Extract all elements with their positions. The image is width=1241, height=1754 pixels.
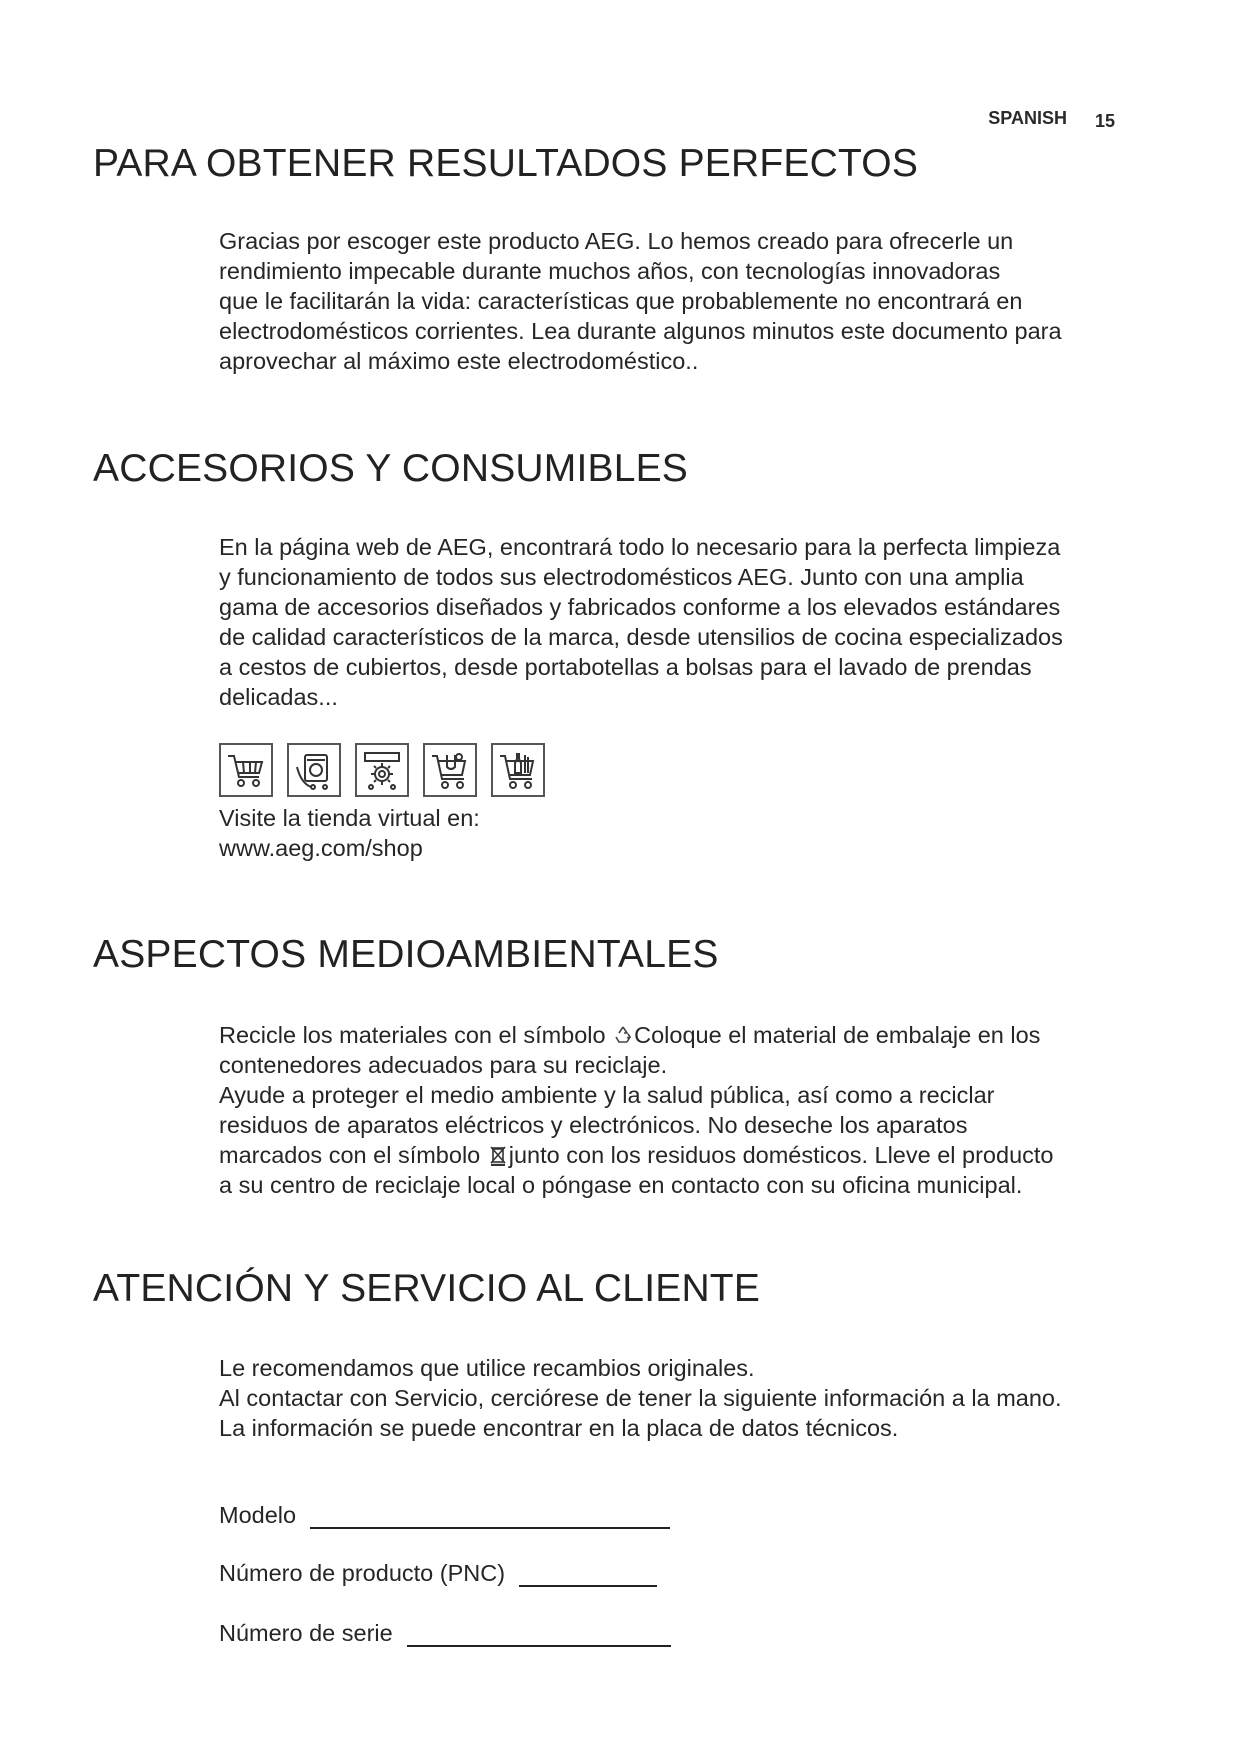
section-body-results — [219, 226, 1149, 376]
shop-link[interactable]: www.aeg.com/shop — [219, 835, 423, 861]
model-input-line[interactable] — [310, 1505, 670, 1529]
text-line: delicadas... — [219, 684, 338, 710]
shopping-cart-icon — [219, 743, 273, 797]
text-line: La información se puede encontrar en la placa de datos técnicos. — [219, 1415, 899, 1441]
serial-number-input-line[interactable] — [407, 1623, 671, 1647]
text-line: que le facilitarán la vida: características que probablemente no encontrará en — [219, 288, 1023, 314]
text-fragment: marcados con el símbolo — [219, 1142, 487, 1168]
text-line: a su centro de reciclaje local o póngase en contacto con su oficina municipal. — [219, 1172, 1023, 1198]
text-fragment: junto con los residuos domésticos. Lleve el producto — [508, 1142, 1054, 1168]
language-label: SPANISH — [988, 108, 1067, 128]
section-title-results: PARA OBTENER RESULTADOS PERFECTOS — [93, 142, 919, 185]
page-header — [988, 108, 1115, 129]
product-number-label: Número de producto (PNC) — [219, 1560, 506, 1586]
section-title-accessories: ACCESORIOS Y CONSUMIBLES — [93, 447, 689, 490]
text-fragment: Recicle los materiales con el símbolo — [219, 1022, 613, 1048]
text-line: aprovechar al máximo este electrodoméstico.. — [219, 348, 699, 374]
text-line: Al contactar con Servicio, cerciórese de tener la siguiente información a la mano. — [219, 1385, 1062, 1411]
text-line — [219, 1020, 1149, 1050]
text-line: gama de accesorios diseñados y fabricados conforme a los elevados estándares — [219, 594, 1061, 620]
text-line: de calidad característicos de la marca, desde utensilios de cocina especializados — [219, 624, 1063, 650]
shop-info — [219, 803, 1149, 863]
shop-text: Visite la tienda virtual en: — [219, 805, 480, 831]
shop-icons-row — [219, 743, 545, 797]
section-body-customer-service — [219, 1353, 1149, 1443]
crossed-bin-icon — [487, 1144, 509, 1166]
text-line: Gracias por escoger este producto AEG. Lo hemos creado para ofrecerle un — [219, 228, 1014, 254]
recycle-icon — [612, 1024, 634, 1046]
washing-machine-cart-icon — [287, 743, 341, 797]
serial-number-field — [219, 1620, 671, 1647]
cleaning-products-cart-icon — [423, 743, 477, 797]
text-fragment: Coloque el material de embalaje en los — [634, 1022, 1041, 1048]
section-body-accessories — [219, 532, 1149, 712]
product-number-field — [219, 1560, 657, 1587]
text-line: a cestos de cubiertos, desde portabotellas a bolsas para el lavado de prendas — [219, 654, 1032, 680]
bottles-cart-icon — [491, 743, 545, 797]
text-line: residuos de aparatos eléctricos y electrónicos. No deseche los aparatos — [219, 1112, 968, 1138]
text-line: rendimiento impecable durante muchos años, con tecnologías innovadoras — [219, 258, 1001, 284]
section-title-customer-service: ATENCIÓN Y SERVICIO AL CLIENTE — [93, 1267, 761, 1310]
text-line: contenedores adecuados para su reciclaje. — [219, 1052, 668, 1078]
text-line: En la página web de AEG, encontrará todo lo necesario para la perfecta limpieza — [219, 534, 1061, 560]
section-body-environment — [219, 1020, 1149, 1200]
text-line: Le recomendamos que utilice recambios originales. — [219, 1355, 755, 1381]
gear-parts-cart-icon — [355, 743, 409, 797]
text-line — [219, 1140, 1149, 1170]
page-number: 15 — [1094, 111, 1115, 131]
product-number-input-line[interactable] — [519, 1563, 657, 1587]
model-field — [219, 1502, 670, 1529]
model-label: Modelo — [219, 1502, 297, 1528]
section-title-environment: ASPECTOS MEDIOAMBIENTALES — [93, 933, 719, 976]
text-line: Ayude a proteger el medio ambiente y la salud pública, así como a reciclar — [219, 1082, 995, 1108]
text-line: electrodomésticos corrientes. Lea durante algunos minutos este documento para — [219, 318, 1062, 344]
serial-number-label: Número de serie — [219, 1620, 393, 1646]
text-line: y funcionamiento de todos sus electrodomésticos AEG. Junto con una amplia — [219, 564, 1024, 590]
